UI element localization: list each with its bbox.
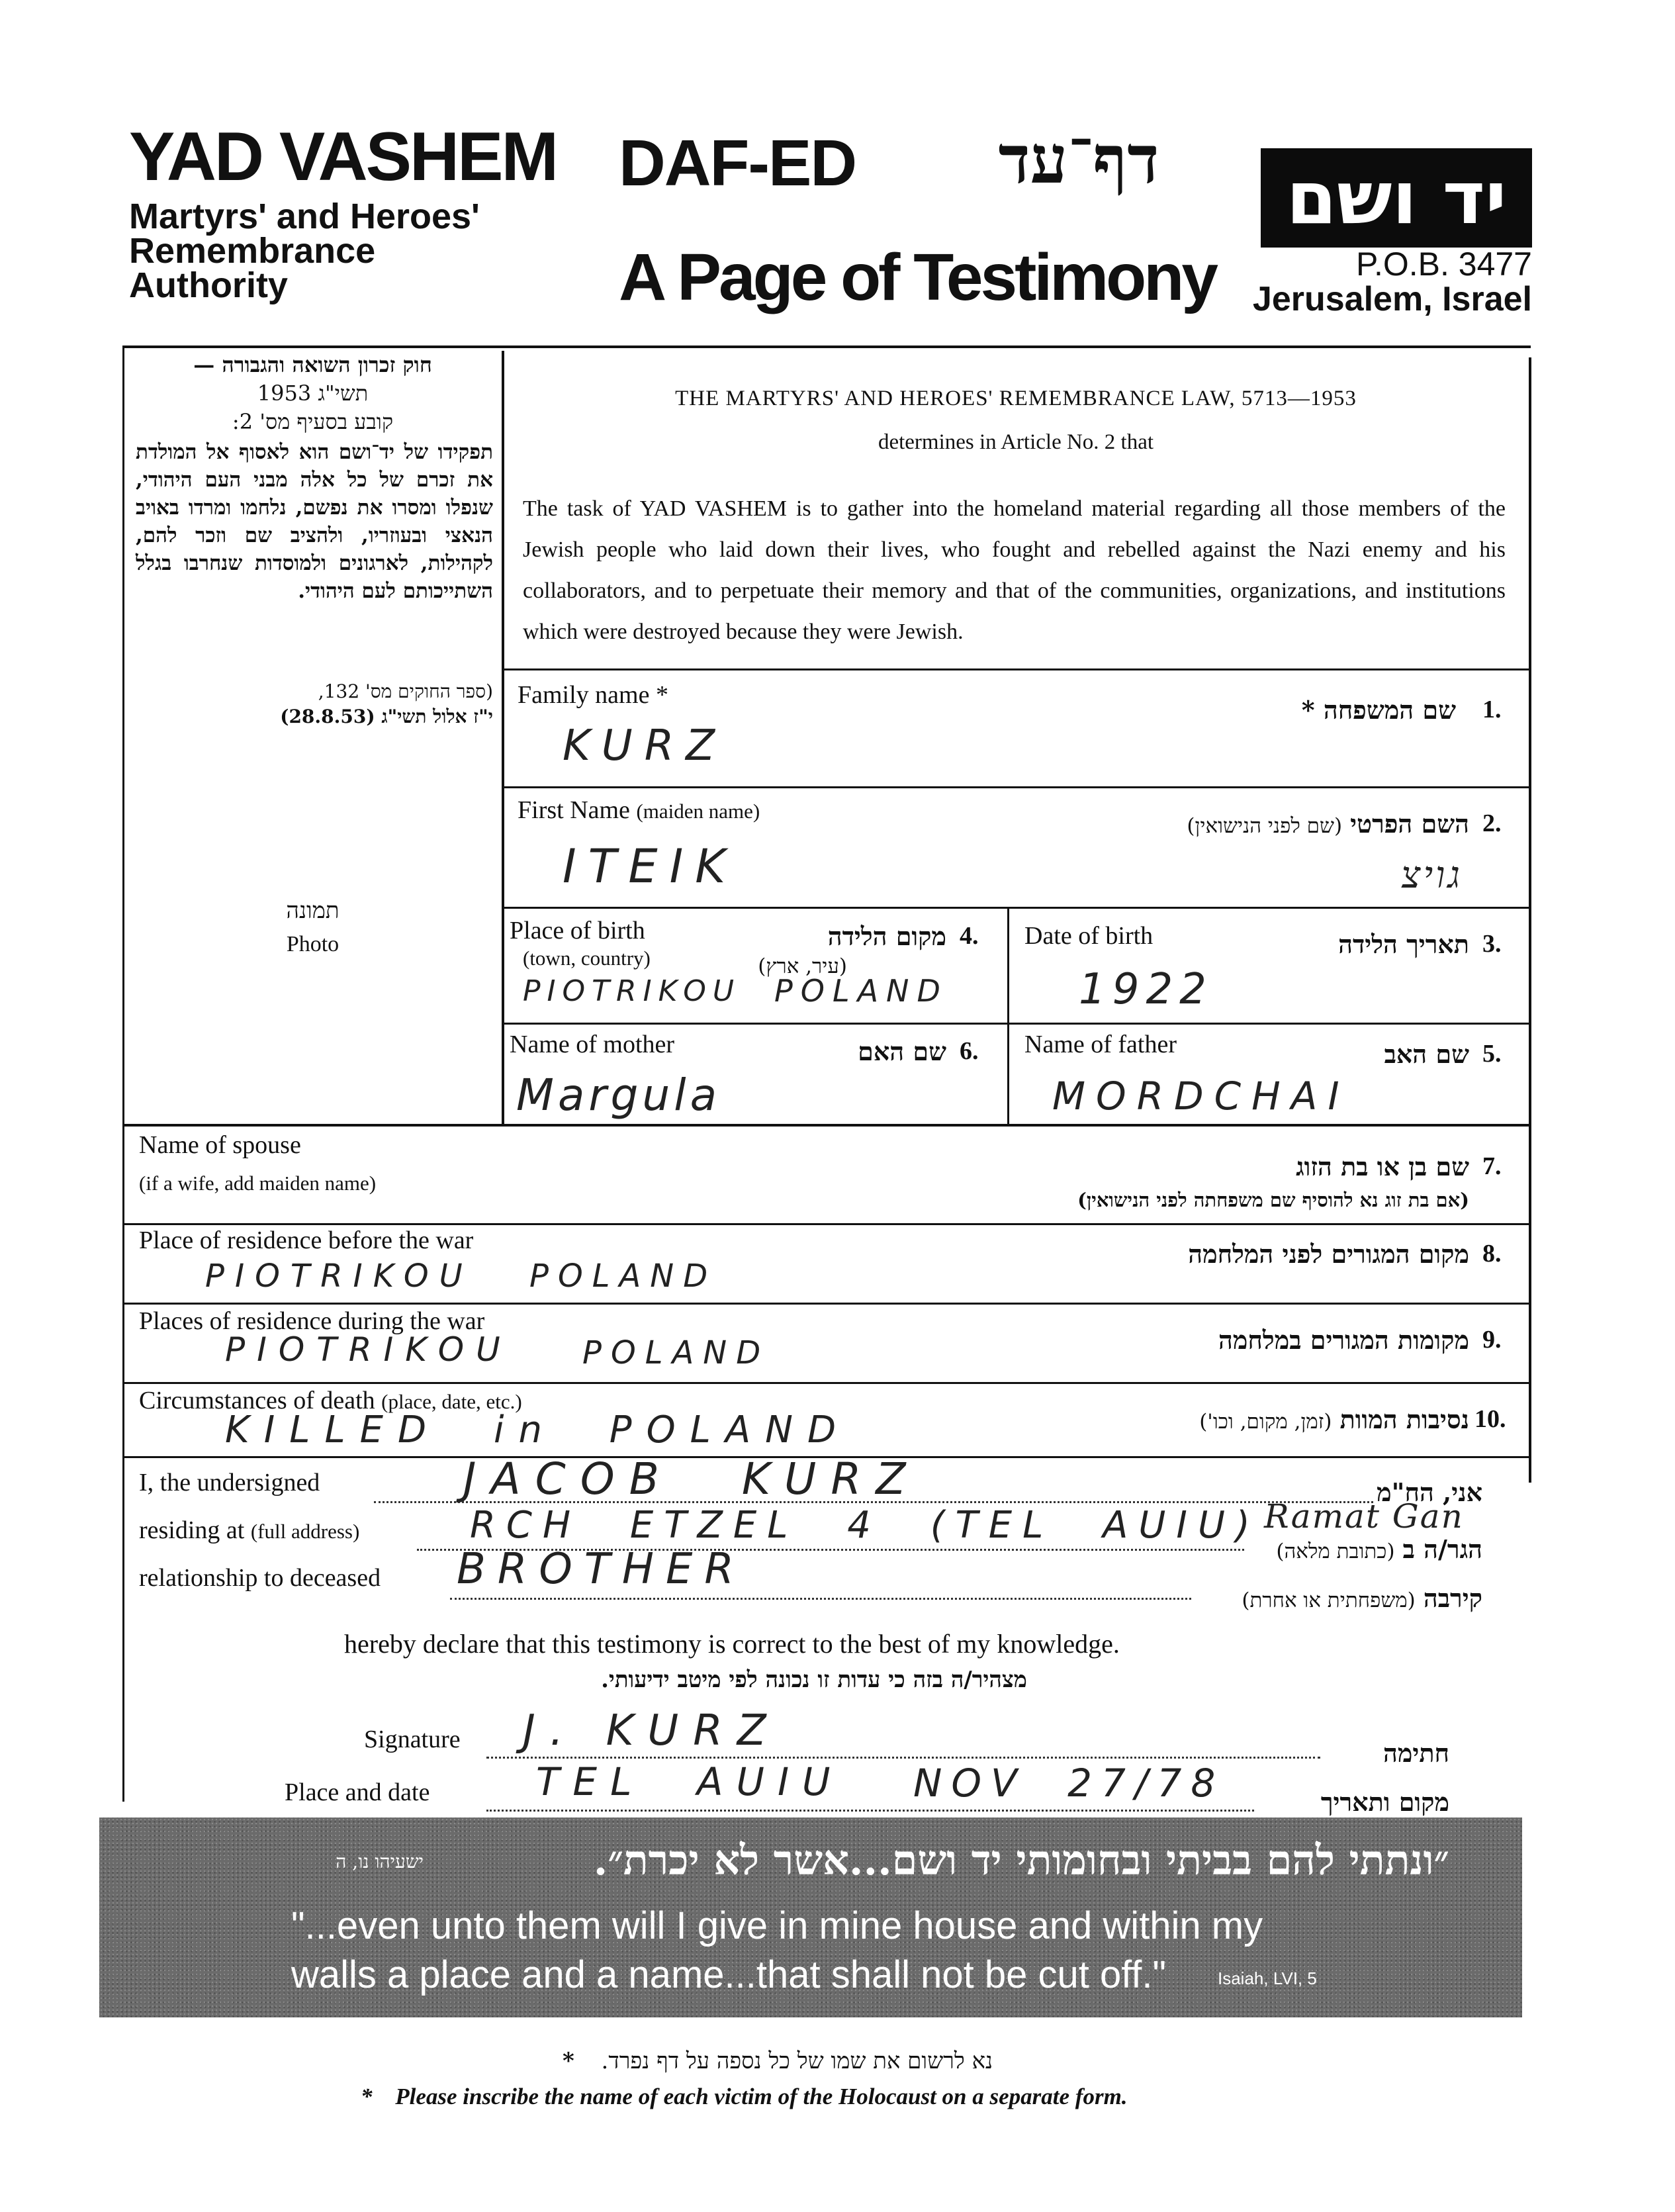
address-label (139, 1516, 359, 1545)
place-date-line (486, 1810, 1254, 1812)
field-number-6: 6. (960, 1037, 979, 1065)
form-title: A Page of Testimony (619, 240, 1216, 314)
death-label-hebrew-sub: (זמן, מקום, וכו') (1199, 1410, 1332, 1434)
date-of-birth-label: Date of birth (1024, 922, 1154, 950)
spouse-label: Name of spouse (139, 1131, 301, 1159)
res-before-bottom-line (124, 1303, 1530, 1305)
first-name-label-hebrew (927, 809, 1469, 839)
residence-before-label: Place of residence before the war (139, 1226, 474, 1254)
death-label-hebrew-main: נסיבות המוות (1339, 1405, 1469, 1434)
banner-line1: "...even unto them will I give in mine house and within my (291, 1904, 1263, 1947)
first-bottom-line (503, 907, 1530, 909)
first-name-label-main: First Name (518, 796, 630, 824)
mother-label: Name of mother (510, 1031, 675, 1058)
family-name-value: KURZ (563, 721, 727, 770)
footer-hebrew-text: נא לרשום את שמו של כל נספה על דף נפרד. (601, 2048, 993, 2074)
father-label-hebrew: שם האב (1384, 1039, 1469, 1069)
first-name-label-sub: (maiden name) (636, 800, 760, 823)
death-label-sub: (place, date, etc.) (381, 1390, 522, 1413)
address-label-hebrew (1244, 1534, 1482, 1565)
scripture-banner (99, 1818, 1522, 2017)
footer-hebrew-star: * (562, 2048, 574, 2074)
banner-hebrew: ״ונתתי להם בביתי ובחומותי יד ושם...אשר לא יכרת״. (593, 1836, 1449, 1884)
place-date-label: Place and date (285, 1778, 430, 1806)
field-number-3: 3. (1482, 930, 1502, 958)
org-line2: Remembrance (129, 231, 376, 271)
form-right-border (1529, 357, 1531, 1483)
law-title: THE MARTYRS' AND HEROES' REMEMBRANCE LAW, 5713—1953 (675, 387, 1357, 410)
relationship-line (450, 1598, 1191, 1600)
birth-bottom-line (503, 1023, 1530, 1025)
family-name-label: Family name * (518, 681, 668, 709)
death-label-hebrew (927, 1405, 1469, 1435)
mother-value: Margula (516, 1070, 721, 1121)
field-number-2: 2. (1482, 809, 1502, 837)
res-during-bottom-line (124, 1382, 1530, 1384)
address-label-main: residing at (139, 1516, 245, 1544)
death-value: KILLED in POLAND (225, 1408, 851, 1452)
first-name-label-hebrew-main: השם הפרטי (1350, 809, 1469, 839)
family-name-label-hebrew: שם המשפחה * (1301, 695, 1456, 725)
yad-vashem-logo (1261, 148, 1532, 248)
form-code: DAF-ED (619, 126, 856, 199)
relationship-value: BROTHER (457, 1545, 746, 1594)
footer-english (361, 2084, 1128, 2110)
org-line1: Martyrs' and Heroes' (129, 197, 480, 236)
form-code-hebrew: דף־עד (998, 120, 1159, 199)
declaration-hebrew: מצהיר/ה בזה כי עדות זו נכונה לפי מיטב ידיעותי. (601, 1667, 1027, 1693)
spouse-label-sub: (if a wife, add maiden name) (139, 1172, 377, 1195)
residence-during-label: Places of residence during the war (139, 1307, 485, 1335)
law-hebrew-title3: קובע בסעיף מס' 2: (232, 409, 394, 434)
first-name-value-hebrew: גויצ (1401, 854, 1463, 897)
residence-before-town: PIOTRIKOU (205, 1258, 473, 1295)
place-of-birth-label: Place of birth (510, 917, 645, 945)
signature-label: Signature (364, 1726, 461, 1753)
spouse-bottom-line (124, 1223, 1530, 1225)
city: Jerusalem, Israel (1252, 280, 1532, 318)
relationship-label: relationship to deceased (139, 1564, 381, 1592)
law-hebrew-ref1: (ספר החוקים מס' 132, (318, 680, 493, 702)
law-hebrew-title2: תשי"ג 1953 (257, 381, 369, 406)
relationship-label-hebrew (1191, 1583, 1482, 1614)
address-extra: Ramat Gan (1264, 1497, 1464, 1536)
signature-label-hebrew: חתימה (1382, 1738, 1449, 1768)
field-number-10: 10. (1474, 1405, 1506, 1433)
spouse-label-hebrew: שם בן או בת הזוג (1296, 1152, 1469, 1181)
logo-text: יד ושם (1286, 156, 1507, 240)
undersigned-value: JACOB KURZ (463, 1453, 921, 1504)
first-name-label (518, 796, 760, 825)
relationship-label-hebrew-sub: (משפחתית או אחרת) (1242, 1589, 1416, 1612)
field-number-9: 9. (1482, 1326, 1502, 1354)
banner-line2: walls a place and a name...that shall not be cut off." (291, 1953, 1167, 1996)
pob: P.O.B. 3477 (1356, 246, 1532, 283)
place-value: TEL AUIU (536, 1759, 844, 1804)
signature-value: J. KURZ (523, 1706, 781, 1755)
law-hebrew-ref2: י"ז אלול תשי"ג (28.8.53) (280, 706, 493, 727)
place-date-label-hebrew: מקום ותאריך (1320, 1787, 1449, 1817)
residence-before-country: POLAND (529, 1258, 717, 1295)
address-label-hebrew-main: הגר/ה ב (1402, 1534, 1482, 1564)
father-value: MORDCHAI (1052, 1074, 1350, 1119)
relationship-label-hebrew-main: קירבה (1423, 1583, 1482, 1613)
date-value: NOV 27/78 (913, 1761, 1225, 1806)
signature-line (486, 1757, 1320, 1759)
residence-during-country: POLAND (582, 1334, 770, 1371)
field-number-4: 4. (960, 922, 979, 950)
mother-label-hebrew: שם האם (858, 1037, 946, 1066)
first-name-value: ITEIK (563, 839, 738, 894)
org-name: YAD VASHEM (129, 118, 557, 195)
undersigned-label-hebrew: אני, הח"מ (1377, 1477, 1482, 1507)
date-of-birth-label-hebrew: תאריך הלידה (1338, 929, 1469, 959)
spouse-label-hebrew-sub: (אם בת זוג נא להוסיף שם משפחתה לפני הנישואין) (1077, 1189, 1469, 1211)
undersigned-label: I, the undersigned (139, 1469, 320, 1497)
declaration-text: hereby declare that this testimony is correct to the best of my knowledge. (344, 1629, 1120, 1659)
place-of-birth-label-sub: (town, country) (523, 946, 651, 970)
residence-before-label-hebrew: מקום המגורים לפני המלחמה (1188, 1239, 1469, 1269)
left-column-divider (502, 351, 504, 1124)
place-of-birth-label-hebrew: מקום הלידה (827, 921, 946, 951)
place-of-birth-town: PIOTRIKOU (523, 974, 741, 1008)
family-bottom-line (503, 786, 1530, 788)
first-name-label-hebrew-sub: (שם לפני הנישואין) (1187, 814, 1343, 838)
footer-english-star: * (361, 2084, 373, 2109)
residence-during-town: PIOTRIKOU (225, 1330, 512, 1369)
address-label-hebrew-sub: (כתובת מלאה) (1276, 1540, 1395, 1563)
parents-bottom-line (124, 1124, 1530, 1127)
law-subtitle: determines in Article No. 2 that (878, 430, 1154, 454)
form-top-line (122, 346, 1531, 348)
address-label-sub: (full address) (250, 1520, 360, 1543)
banner-ref: Isaiah, LVI, 5 (1218, 1968, 1317, 1988)
photo-label: Photo (286, 932, 340, 956)
residence-during-label-hebrew: מקומות המגורים במלחמה (1218, 1325, 1469, 1355)
field-number-7: 7. (1482, 1152, 1502, 1180)
law-hebrew-body: תפקידו של יד־ושם הוא לאסוף אל המולדת את זכרם של כל אלה מבני העם היהודי, שנפלו ומסרו את נפשם, נלחמו ומרדו באויב הנאצי ובעוזריו, ולהציב שם וזכר להם, לקהילות, לארגונים ולמוסדות שנחרבו בגלל השתייכותם לעם היהודי. (136, 440, 493, 603)
footer-english-text: Please inscribe the name of each victim of the Holocaust on a separate form. (395, 2084, 1128, 2109)
father-label: Name of father (1024, 1031, 1177, 1058)
field-number-1: 1. (1482, 696, 1502, 723)
banner-hebrew-ref: ישעיהו נו, ה (336, 1851, 424, 1872)
law-hebrew-title1: חוק זכרון השואה והגבורה — (193, 352, 432, 377)
death-label-main: Circumstances of death (139, 1387, 375, 1414)
law-body: The task of YAD VASHEM is to gather into the homeland material regarding all those members of the Jewish people who laid down their lives, who fought and rebelled against the Nazi enemy and his collaborators, and to perpetuate their memory and that of the communities, organizations, and institutions which were destroyed because they were Jewish. (523, 496, 1506, 644)
date-of-birth-value: 1922 (1079, 965, 1213, 1014)
form-left-border (122, 346, 124, 1802)
place-of-birth-country: POLAND (774, 973, 948, 1009)
field-number-5: 5. (1482, 1040, 1502, 1068)
photo-label-hebrew: תמונה (286, 898, 340, 924)
law-bottom-line (503, 668, 1530, 670)
field-number-8: 8. (1482, 1240, 1502, 1267)
footer-hebrew (463, 2048, 1092, 2074)
place-of-birth-label-hebrew-sub: (עיר, ארץ) (758, 954, 847, 978)
org-line3: Authority (129, 265, 288, 305)
address-value: RCH ETZEL 4 (TEL AUIU) (470, 1504, 1261, 1547)
birth-mid-divider (1007, 908, 1009, 1124)
